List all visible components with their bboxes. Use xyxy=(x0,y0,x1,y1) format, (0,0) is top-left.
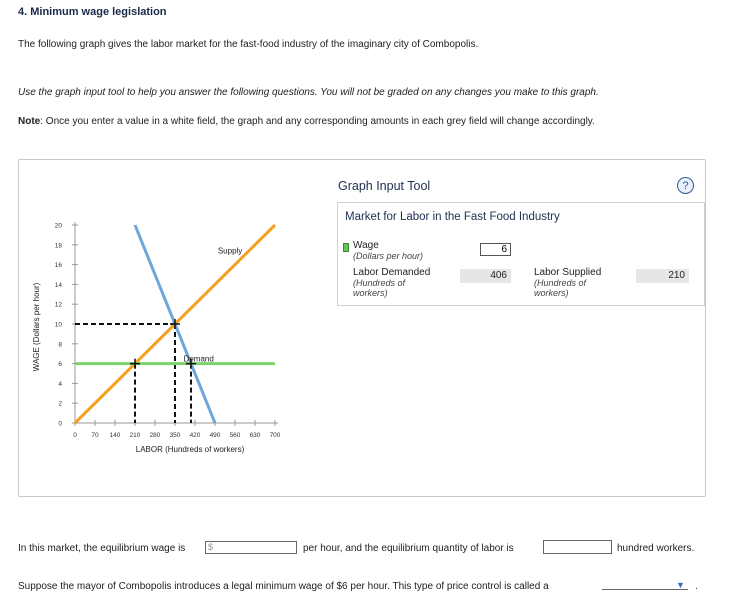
equilibrium-quantity-input[interactable] xyxy=(543,540,612,554)
x-tick-label: 210 xyxy=(129,432,141,439)
equilibrium-wage-input[interactable] xyxy=(205,541,297,554)
y-tick-label: 10 xyxy=(54,321,62,329)
q1-text-part2: per hour, and the equilibrium quantity of labor is xyxy=(303,543,514,554)
y-tick-label: 12 xyxy=(54,301,62,309)
y-tick-label: 0 xyxy=(58,420,62,428)
x-tick-label: 700 xyxy=(269,432,281,439)
wage-swatch xyxy=(343,243,349,252)
labor-demanded-sub2: workers) xyxy=(353,288,388,298)
labor-supplied-sub1: (Hundreds of xyxy=(534,278,587,288)
y-tick-label: 14 xyxy=(54,281,62,289)
x-tick-label: 420 xyxy=(189,432,201,439)
x-tick-label: 560 xyxy=(229,432,241,439)
y-tick-label: 4 xyxy=(58,380,62,388)
labor-supplied-label: Labor Supplied xyxy=(534,267,602,278)
x-tick-label: 140 xyxy=(109,432,121,439)
y-axis-label: WAGE (Dollars per hour) xyxy=(32,282,41,372)
labor-demanded-label: Labor Demanded xyxy=(353,267,431,278)
demand-label: Demand xyxy=(183,354,214,364)
q2-end: . xyxy=(695,581,698,592)
y-tick-label: 8 xyxy=(58,341,62,349)
x-tick-label: 350 xyxy=(169,432,181,439)
note-label: Note xyxy=(18,116,41,127)
wage-label: Wage xyxy=(353,240,379,251)
y-tick-label: 2 xyxy=(58,400,62,408)
y-tick-label: 18 xyxy=(54,242,62,250)
dropdown-caret-icon[interactable]: ▼ xyxy=(676,580,685,590)
x-axis-label: LABOR (Hundreds of workers) xyxy=(135,445,245,454)
x-tick-label: 490 xyxy=(209,432,221,439)
graph-input-tool-title: Graph Input Tool xyxy=(338,179,431,193)
wage-sublabel: (Dollars per hour) xyxy=(353,251,424,261)
x-tick-label: 0 xyxy=(73,432,77,439)
y-tick-label: 20 xyxy=(54,222,62,230)
x-tick-label: 70 xyxy=(91,432,99,439)
y-tick-label: 6 xyxy=(58,361,62,369)
labor-supplied-sub2: workers) xyxy=(534,288,569,298)
q1-text-part3: hundred workers. xyxy=(617,543,695,554)
labor-demanded-value: 406 xyxy=(460,269,511,283)
x-tick-label: 280 xyxy=(149,432,161,439)
help-icon[interactable]: ? xyxy=(677,177,694,194)
x-tick-label: 630 xyxy=(249,432,261,439)
question-intro: The following graph gives the labor market for the fast-food industry of the imaginary city of Combopolis. xyxy=(18,39,479,50)
note-text: : Once you enter a value in a white field, the graph and any corresponding amounts in each grey field will change accordingly. xyxy=(40,116,595,127)
note xyxy=(18,116,595,127)
y-tick-label: 16 xyxy=(54,262,62,270)
q1-text-part1: In this market, the equilibrium wage is xyxy=(18,543,186,554)
question-title: 4. Minimum wage legislation xyxy=(18,6,167,18)
supply-label: Supply xyxy=(217,246,243,256)
instructions: Use the graph input tool to help you answer the following questions. You will not be graded on any changes you make to this graph. xyxy=(18,87,599,98)
tool-heading: Market for Labor in the Fast Food Industry xyxy=(345,211,560,223)
q2-text: Suppose the mayor of Combopolis introduces a legal minimum wage of $6 per hour. This type of price control is called a xyxy=(18,581,549,592)
wage-input[interactable] xyxy=(480,243,511,256)
labor-supplied-value: 210 xyxy=(636,269,689,283)
currency-symbol: $ xyxy=(208,542,214,552)
labor-demanded-sub1: (Hundreds of xyxy=(353,278,406,288)
